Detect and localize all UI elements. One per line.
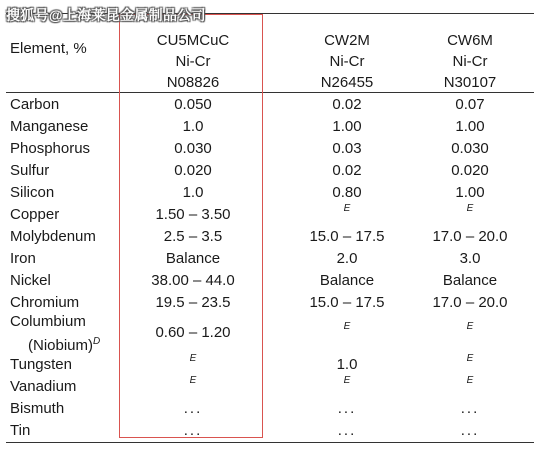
row-element-name: Sulfur [10, 162, 50, 179]
table-row [0, 420, 540, 442]
composition-value-cell: Balance [165, 250, 221, 267]
composition-value-cell: Balance [442, 272, 498, 289]
footnote-marker-cell: E [189, 375, 197, 386]
header-col1-type: Ni-Cr [175, 53, 211, 70]
table-row [0, 204, 540, 226]
empty-value-cell: ... [337, 422, 357, 439]
header-column-3 [405, 30, 535, 93]
table-row [0, 116, 540, 138]
composition-value-cell: 1.50 – 3.50 [155, 206, 231, 223]
row-element-name: Bismuth [10, 400, 65, 417]
table-row [0, 398, 540, 420]
footnote-marker-cell: E [466, 353, 474, 364]
footnote-marker-cell: E [189, 353, 197, 364]
empty-value-cell: ... [337, 400, 357, 417]
composition-value-cell: 19.5 – 23.5 [155, 294, 231, 311]
row-element-name-line2-text: (Niobium) [28, 337, 94, 354]
composition-value-cell: 1.0 [182, 184, 204, 201]
composition-value-cell: 0.020 [174, 162, 212, 179]
composition-value-cell: 3.0 [459, 250, 481, 267]
row-element-name: Carbon [10, 96, 60, 113]
composition-value-cell: 1.00 [332, 118, 362, 135]
row-element-name: Tin [10, 422, 31, 439]
composition-value-cell: 0.80 [332, 184, 362, 201]
row-element-name-line2 [10, 332, 100, 356]
row-element-name: Vanadium [10, 378, 77, 395]
row-element-name: Molybdenum [10, 228, 96, 245]
row-element-name-line1: Columbium [10, 313, 86, 330]
column-highlight-box [119, 14, 263, 438]
table-row [0, 94, 540, 116]
composition-value-cell: 0.03 [332, 140, 362, 157]
empty-value-cell: ... [183, 400, 203, 417]
row-element-name: Copper [10, 206, 60, 223]
footnote-marker-cell: E [343, 203, 351, 214]
table-row [0, 354, 540, 376]
footnote-marker-cell: E [466, 203, 474, 214]
composition-value-cell: Balance [319, 272, 375, 289]
composition-value-cell: 0.02 [332, 96, 362, 113]
table-row [0, 160, 540, 182]
composition-value-cell: 15.0 – 17.5 [309, 228, 385, 245]
header-col3-type: Ni-Cr [452, 53, 488, 70]
composition-value-cell: 1.00 [455, 184, 485, 201]
footnote-marker: D [93, 336, 101, 347]
composition-value-cell: 17.0 – 20.0 [432, 228, 508, 245]
footnote-marker-cell: E [343, 321, 351, 332]
composition-value-cell: 0.02 [332, 162, 362, 179]
composition-value-cell: 0.050 [174, 96, 212, 113]
composition-value-cell: 0.07 [455, 96, 485, 113]
row-element-name [10, 312, 100, 356]
watermark-text: 搜狐号@上海莱昆金属制品公司 [6, 7, 206, 23]
table-row [0, 248, 540, 270]
header-col3-grade: CW6M [447, 32, 493, 49]
row-element-name: Iron [10, 250, 36, 267]
table-row [0, 270, 540, 292]
table-bottom-rule [6, 442, 534, 443]
table-row [0, 182, 540, 204]
header-element-label: Element, % [10, 40, 87, 57]
composition-value-cell: 0.60 – 1.20 [155, 324, 231, 341]
composition-value-cell: 38.00 – 44.0 [151, 272, 235, 289]
table-row [0, 312, 540, 354]
table-row [0, 376, 540, 398]
composition-value-cell: 15.0 – 17.5 [309, 294, 385, 311]
composition-value-cell: 0.030 [174, 140, 212, 157]
composition-value-cell: 17.0 – 20.0 [432, 294, 508, 311]
empty-value-cell: ... [460, 400, 480, 417]
header-col2-uns: N26455 [320, 74, 374, 91]
row-element-name: Chromium [10, 294, 80, 311]
footnote-marker-cell: E [343, 375, 351, 386]
footnote-marker-cell: E [466, 321, 474, 332]
header-col2-grade: CW2M [324, 32, 370, 49]
row-element-name: Silicon [10, 184, 55, 201]
row-element-name: Tungsten [10, 356, 72, 373]
composition-value-cell: 1.00 [455, 118, 485, 135]
header-col2-type: Ni-Cr [329, 53, 365, 70]
table-row [0, 226, 540, 248]
row-element-name: Manganese [10, 118, 89, 135]
composition-value-cell: 0.020 [451, 162, 489, 179]
table-row [0, 138, 540, 160]
header-column-2 [282, 30, 412, 93]
header-col3-uns: N30107 [443, 74, 497, 91]
empty-value-cell: ... [183, 422, 203, 439]
empty-value-cell: ... [460, 422, 480, 439]
table-row [0, 292, 540, 314]
footnote-marker-cell: E [466, 375, 474, 386]
composition-value-cell: 2.0 [336, 250, 358, 267]
row-element-name: Phosphorus [10, 140, 91, 157]
composition-value-cell: 1.0 [336, 356, 358, 373]
header-col1-grade: CU5MCuC [156, 32, 230, 49]
composition-value-cell: 2.5 – 3.5 [163, 228, 223, 245]
composition-value-cell: 1.0 [182, 118, 204, 135]
row-element-name: Nickel [10, 272, 51, 289]
header-col1-uns: N08826 [166, 74, 220, 91]
composition-value-cell: 0.030 [451, 140, 489, 157]
